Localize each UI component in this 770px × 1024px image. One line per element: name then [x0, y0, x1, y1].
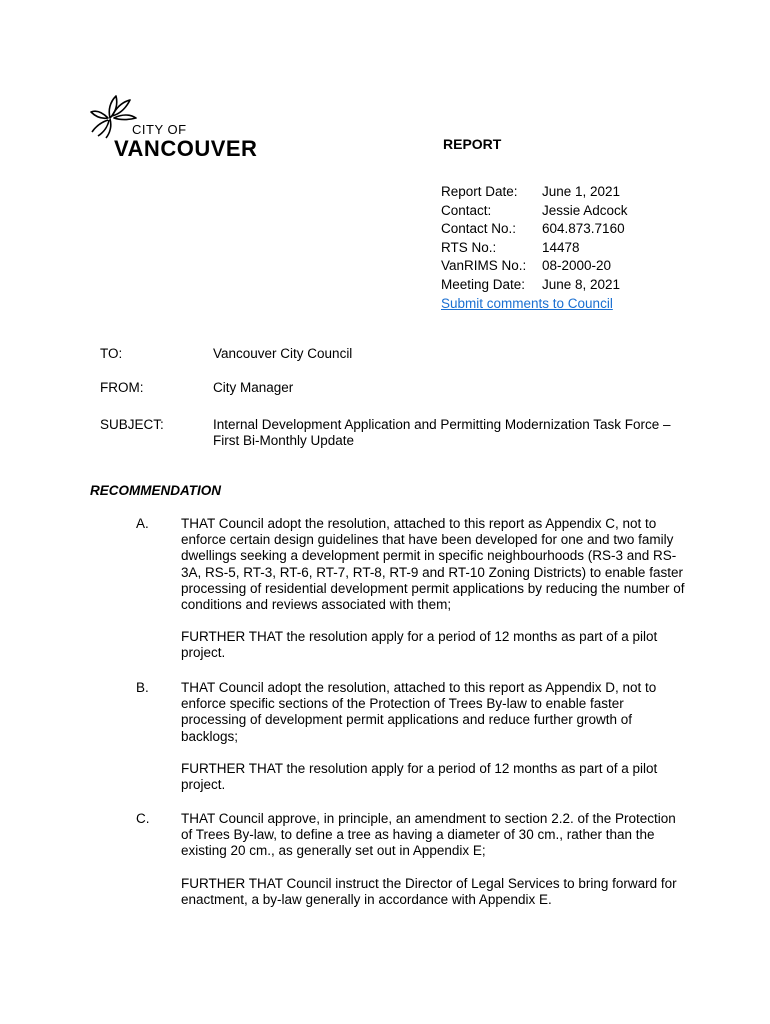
recommendation-heading: RECOMMENDATION: [90, 483, 221, 498]
meta-row-vanrims-no: [441, 257, 628, 276]
meta-value: 604.873.7160: [542, 221, 625, 237]
recommendation-item-c: [136, 811, 686, 924]
to-value: Vancouver City Council: [213, 346, 353, 361]
subject-value: Internal Development Application and Permitting Modernization Task Force – First Bi-Monthly Update: [213, 417, 671, 448]
meta-value: 14478: [542, 239, 580, 255]
item-paragraph: FURTHER THAT the resolution apply for a period of 12 months as part of a pilot project.: [181, 760, 658, 793]
recommendation-item-b: [136, 680, 686, 809]
meta-value: 08-2000-20: [542, 258, 612, 274]
subject-row: [100, 417, 683, 449]
logo-vancouver-text: VANCOUVER: [114, 136, 258, 161]
meta-label: Report Date:: [441, 184, 518, 199]
meta-label: RTS No.:: [441, 239, 497, 255]
item-paragraph: THAT Council adopt the resolution, attached to this report as Appendix D, not to enforce specific sections of the Protection of Trees By-law to enable faster processing of development permit applications and reduce further growth of backlogs;: [181, 680, 657, 744]
item-paragraph: THAT Council adopt the resolution, attached to this report as Appendix C, not to enforce certain design guidelines that have been developed for one and two family dwellings seeking a development permit in specific neighbourhoods (RS-3 and RS-3A, RS-5, RT-3, RT-6, RT-7, RT-8, RT-9 and RT-10 Zoning Districts) to enable faster processing of residential development permit applications by reducing the number of conditions and reviews associated with them;: [181, 516, 685, 613]
item-letter: C.: [136, 811, 150, 826]
meta-label: Meeting Date:: [441, 276, 526, 292]
meta-value: June 1, 2021: [542, 184, 621, 199]
from-value: City Manager: [213, 380, 294, 395]
city-of-vancouver-logo: [88, 90, 268, 165]
submit-comments-link[interactable]: Submit comments to Council: [441, 295, 613, 311]
meta-row-meeting-date: [441, 276, 628, 295]
meta-label: VanRIMS No.:: [441, 258, 527, 274]
logo-city-of-text: CITY OF: [132, 122, 187, 137]
to-row: [100, 346, 683, 362]
meta-row-rts-no: [441, 239, 628, 258]
from-row: [100, 380, 683, 396]
item-paragraph: FURTHER THAT Council instruct the Director of Legal Services to bring forward for enactment, a by-law generally in accordance with Appendix E.: [181, 875, 677, 907]
item-letter: A.: [136, 516, 149, 531]
recommendation-item-a: [136, 516, 686, 678]
item-body: [181, 516, 686, 678]
subject-label: SUBJECT:: [100, 417, 164, 432]
item-paragraph: THAT Council approve, in principle, an amendment to section 2.2. of the Protection of Trees By-law, to define a tree as having a diameter of 30 cm., rather than the existing 20 cm., as generally set out in Appendix E;: [181, 811, 676, 859]
meta-row-contact-no: [441, 220, 628, 239]
item-body: [181, 811, 686, 924]
report-title: REPORT: [443, 136, 502, 152]
meta-row-report-date: [441, 183, 628, 202]
meta-value: June 8, 2021: [542, 276, 621, 292]
meta-value: Jessie Adcock: [542, 202, 628, 218]
meta-label: Contact No.:: [441, 221, 517, 237]
item-body: [181, 680, 686, 809]
report-meta: [441, 183, 628, 313]
from-label: FROM:: [100, 380, 144, 395]
item-letter: B.: [136, 680, 149, 695]
to-label: TO:: [100, 346, 123, 361]
item-paragraph: FURTHER THAT the resolution apply for a period of 12 months as part of a pilot project.: [181, 629, 658, 661]
meta-label: Contact:: [441, 202, 492, 218]
meta-row-contact: [441, 202, 628, 221]
